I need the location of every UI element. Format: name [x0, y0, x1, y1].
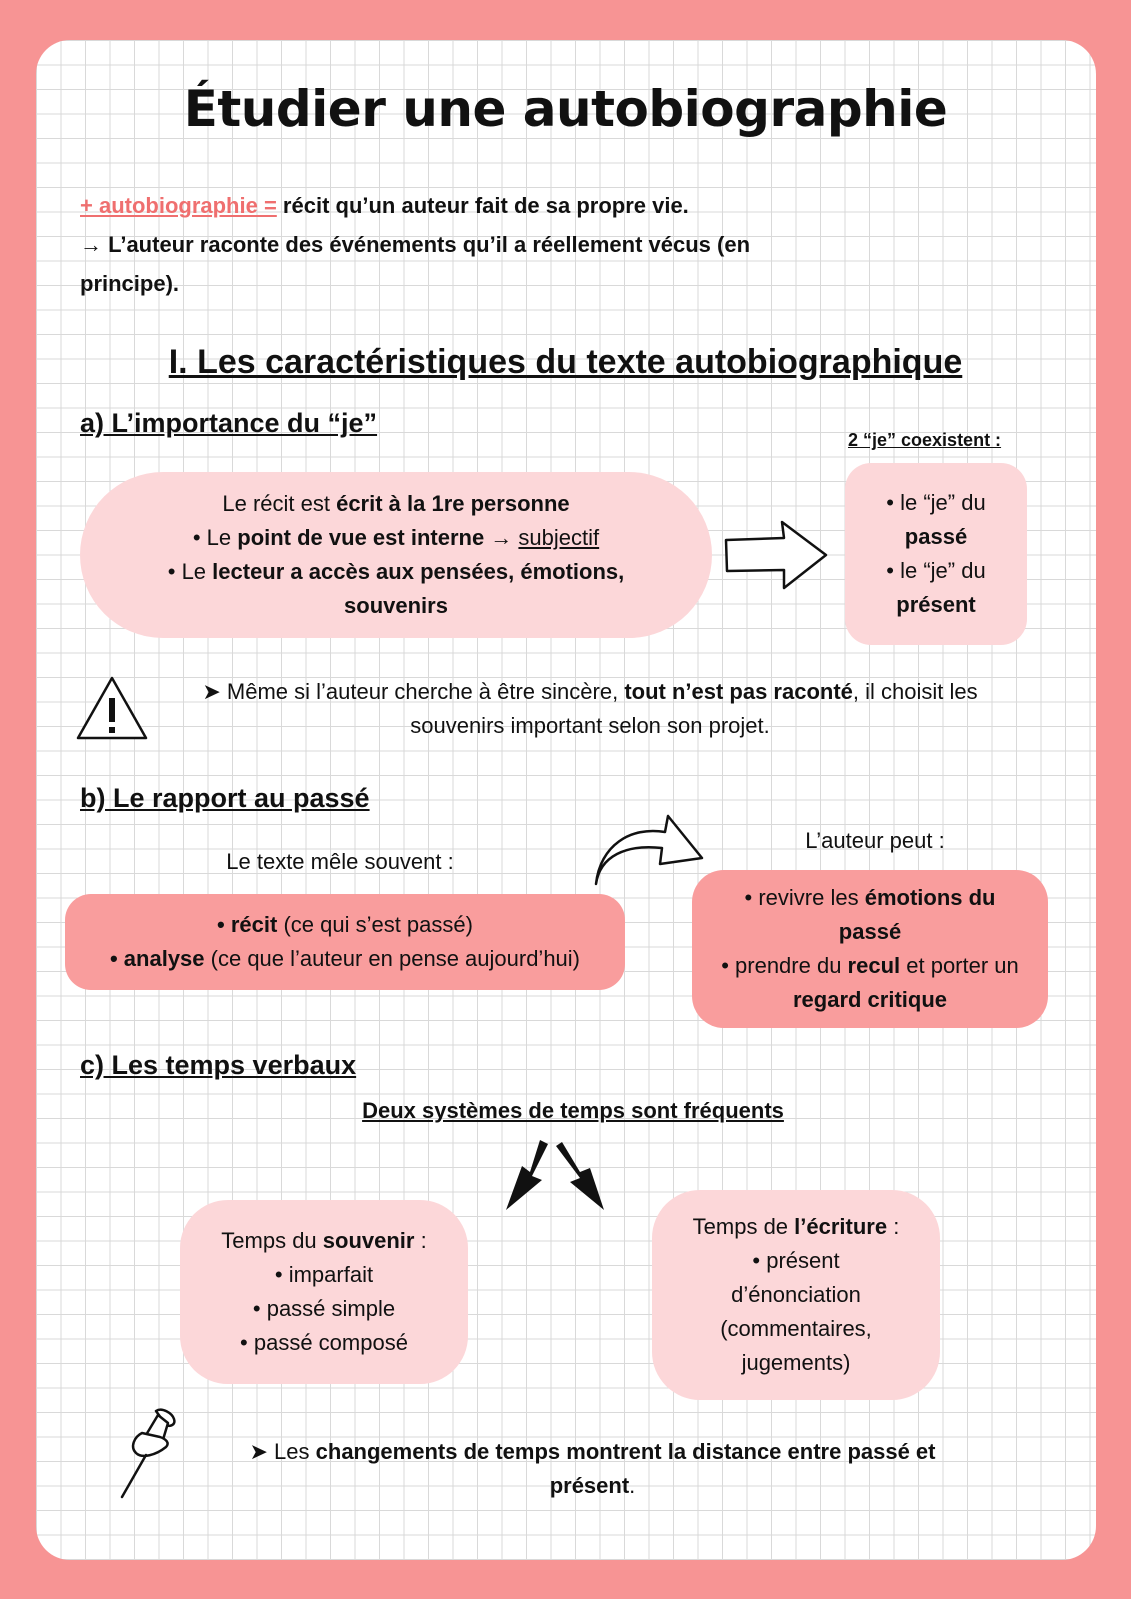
- section-heading: I. Les caractéristiques du texte autobiographique: [168, 343, 963, 381]
- recit-analyse-box: • récit (ce qui s’est passé) • analyse (ce que l’auteur en pense aujourd’hui): [65, 894, 625, 990]
- part-a-heading: a) L’importance du “je”: [80, 408, 378, 438]
- warning-icon: [73, 672, 151, 744]
- keyword-autobiographie: + autobiographie =: [80, 193, 277, 218]
- writing-tense-box: Temps de l’écriture : • présent d’énonciation (commentaires, jugements): [652, 1190, 940, 1400]
- first-person-bubble: Le récit est écrit à la 1re personne • Le point de vue est interne → subjectif • Le lecteur a accès aux pensées, émotions, souvenirs: [80, 472, 712, 638]
- definition-text: récit qu’un auteur fait de sa propre vie.: [276, 193, 689, 218]
- right-arrow-icon: [722, 518, 832, 592]
- author-can-box: • revivre les émotions du passé • prendre du recul et porter un regard critique: [692, 870, 1048, 1028]
- curved-arrow-icon: [590, 808, 715, 890]
- tense-systems-heading: Deux systèmes de temps sont fréquents: [362, 1098, 784, 1123]
- tense-change-note: ➤ Les changements de temps montrent la distance entre passé et présent.: [249, 1439, 936, 1498]
- part-c-heading: c) Les temps verbaux: [80, 1050, 357, 1080]
- down-arrows-icon: [500, 1138, 612, 1220]
- mix-caption: Le texte mêle souvent :: [226, 849, 454, 874]
- intro-line-2: → L’auteur raconte des événements qu’il a réellement vécus (en: [80, 232, 751, 257]
- warning-note: ➤ Même si l’auteur cherche à être sincère, tout n’est pas raconté, il choisit les souvenirs important selon son projet.: [202, 679, 978, 738]
- intro-line-3: principe).: [80, 271, 180, 296]
- je-coexist-box: • le “je” du passé • le “je” du présent: [845, 463, 1027, 645]
- intro-definition: [80, 186, 1080, 303]
- part-b-heading: b) Le rapport au passé: [80, 783, 370, 813]
- memory-tense-box: Temps du souvenir : • imparfait • passé simple • passé composé: [180, 1200, 468, 1384]
- author-caption: L’auteur peut :: [805, 828, 945, 853]
- pushpin-icon: [112, 1405, 188, 1503]
- page-title: Étudier une autobiographie: [183, 80, 948, 138]
- coexist-label: 2 “je” coexistent :: [848, 430, 1002, 450]
